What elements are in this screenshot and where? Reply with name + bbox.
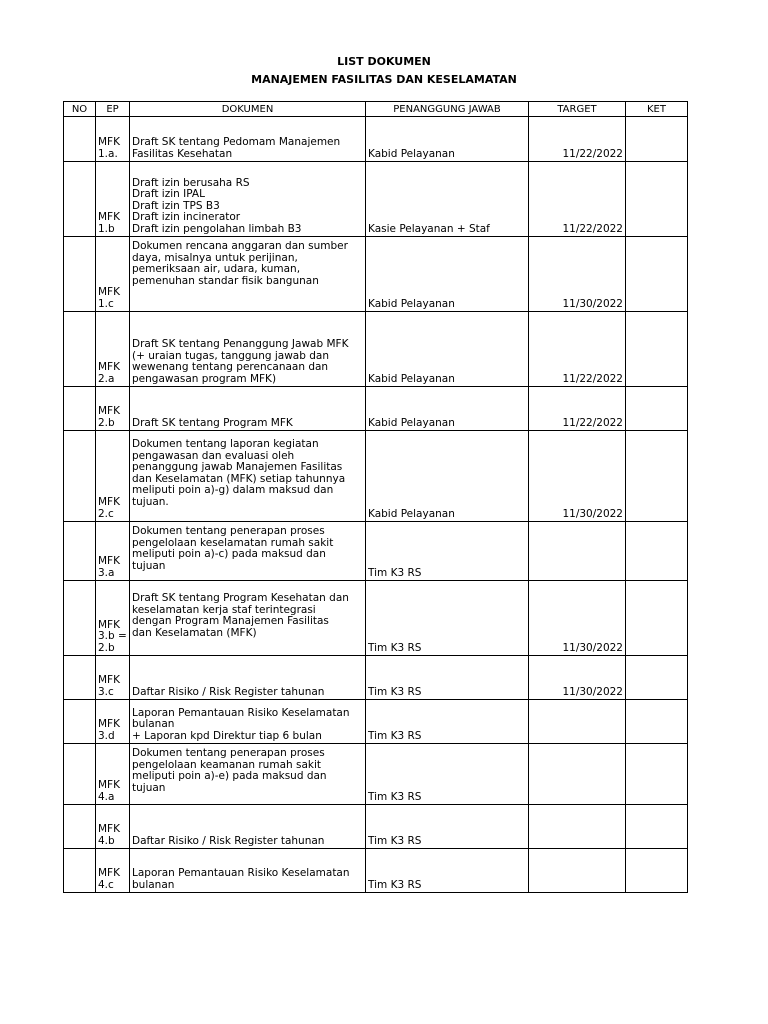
cell-dokumen: [130, 431, 366, 522]
dokumen-line: Draft SK tentang Program Kesehatan dan: [132, 592, 349, 604]
dokumen-line: Dokumen tentang penerapan proses: [132, 525, 325, 537]
header-target: TARGET: [529, 102, 626, 117]
cell-ket: [626, 656, 688, 700]
table-row: [64, 805, 688, 849]
cell-ket: [626, 581, 688, 656]
ep-line: MFK: [98, 555, 120, 567]
cell-penanggung-jawab: Tim K3 RS: [366, 700, 529, 744]
ep-line: 4.a: [98, 790, 115, 803]
cell-no: [64, 744, 96, 805]
cell-penanggung-jawab: Tim K3 RS: [366, 581, 529, 656]
dokumen-line: daya, misalnya untuk perijinan,: [132, 251, 298, 264]
cell-target: 11/30/2022: [529, 656, 626, 700]
header-penanggung-jawab: PENANGGUNG JAWAB: [366, 102, 529, 117]
dokumen-line: Fasilitas Kesehatan: [132, 147, 233, 160]
dokumen-line: pengawasan program MFK): [132, 372, 277, 385]
dokumen-line: pemeriksaan air, udara, kuman,: [132, 263, 301, 275]
cell-penanggung-jawab: Tim K3 RS: [366, 744, 529, 805]
cell-penanggung-jawab: Kasie Pelayanan + Staf: [366, 162, 529, 237]
ep-line: 4.b: [98, 834, 115, 847]
cell-penanggung-jawab: Tim K3 RS: [366, 849, 529, 893]
ep-line: MFK: [98, 867, 120, 879]
table-row: [64, 744, 688, 805]
ep-line: 1.c: [98, 297, 114, 310]
cell-target: [529, 849, 626, 893]
cell-dokumen: [130, 656, 366, 700]
ep-line: MFK: [98, 136, 120, 148]
dokumen-line: pemenuhan standar fisik bangunan: [132, 274, 319, 287]
cell-target: 11/22/2022: [529, 312, 626, 387]
header-no: NO: [64, 102, 96, 117]
cell-ep: [96, 522, 130, 581]
dokumen-line: pengelolaan keamanan rumah sakit: [132, 758, 322, 771]
ep-line: 1.a.: [98, 147, 118, 160]
dokumen-line: Draft izin berusaha RS: [132, 176, 250, 189]
table-header-row: [64, 102, 688, 117]
document-list-table: [63, 101, 688, 893]
ep-line: 2.c: [98, 507, 114, 520]
cell-ep: [96, 656, 130, 700]
table-row: [64, 117, 688, 162]
ep-line: MFK: [98, 211, 120, 223]
cell-dokumen: [130, 117, 366, 162]
cell-penanggung-jawab: Kabid Pelayanan: [366, 431, 529, 522]
cell-ep: [96, 849, 130, 893]
table-row: [64, 849, 688, 893]
cell-penanggung-jawab: Tim K3 RS: [366, 522, 529, 581]
cell-no: [64, 312, 96, 387]
cell-ket: [626, 162, 688, 237]
dokumen-line: Dokumen rencana anggaran dan sumber: [132, 240, 348, 252]
cell-ep: [96, 700, 130, 744]
dokumen-line: dengan Program Manajemen Fasilitas: [132, 615, 329, 627]
header-ket: KET: [626, 102, 688, 117]
cell-dokumen: [130, 805, 366, 849]
ep-line: 4.c: [98, 878, 114, 891]
cell-ep: [96, 581, 130, 656]
table-row: [64, 522, 688, 581]
cell-dokumen: [130, 522, 366, 581]
dokumen-line: pengelolaan keselamatan rumah sakit: [132, 536, 334, 549]
cell-dokumen: [130, 700, 366, 744]
cell-target: 11/30/2022: [529, 581, 626, 656]
ep-line: 2.b: [98, 416, 115, 429]
cell-ket: [626, 700, 688, 744]
dokumen-line: tujuan.: [132, 495, 169, 508]
dokumen-line: bulanan: [132, 878, 175, 891]
cell-dokumen: [130, 237, 366, 312]
dokumen-line: dan Keselamatan (MFK) setiap tahunnya: [132, 472, 346, 485]
dokumen-line: tujuan: [132, 781, 166, 794]
header-dokumen: DOKUMEN: [130, 102, 366, 117]
dokumen-line: Draft izin pengolahan limbah B3: [132, 222, 302, 235]
cell-penanggung-jawab: Tim K3 RS: [366, 656, 529, 700]
ep-line: 3.c: [98, 685, 114, 698]
dokumen-line: meliputi poin a)-c) pada maksud dan: [132, 548, 326, 560]
cell-penanggung-jawab: Kabid Pelayanan: [366, 387, 529, 431]
cell-ep: [96, 237, 130, 312]
dokumen-line: + Laporan kpd Direktur tiap 6 bulan: [132, 729, 322, 742]
dokumen-line: bulanan: [132, 718, 175, 730]
ep-line: MFK: [98, 718, 120, 730]
dokumen-line: pengawasan dan evaluasi oleh: [132, 449, 295, 462]
cell-ket: [626, 744, 688, 805]
cell-penanggung-jawab: Kabid Pelayanan: [366, 237, 529, 312]
cell-no: [64, 431, 96, 522]
dokumen-line: Draft izin TPS B3: [132, 199, 220, 212]
dokumen-line: Daftar Risiko / Risk Register tahunan: [132, 685, 325, 698]
header-ep: EP: [96, 102, 130, 117]
cell-penanggung-jawab: Tim K3 RS: [366, 805, 529, 849]
dokumen-line: Daftar Risiko / Risk Register tahunan: [132, 834, 325, 847]
ep-line: MFK: [98, 674, 120, 686]
dokumen-line: penanggung jawab Manajemen Fasilitas: [132, 461, 343, 473]
dokumen-line: tujuan: [132, 559, 166, 572]
cell-ket: [626, 431, 688, 522]
table-row: [64, 431, 688, 522]
ep-line: 2.a: [98, 372, 115, 385]
cell-target: [529, 805, 626, 849]
dokumen-line: Laporan Pemantauan Risiko Keselamatan: [132, 706, 350, 719]
cell-penanggung-jawab: Kabid Pelayanan: [366, 117, 529, 162]
dokumen-line: meliputi poin a)-g) dalam maksud dan: [132, 484, 334, 496]
cell-ket: [626, 117, 688, 162]
dokumen-line: Draft izin incinerator: [132, 211, 241, 223]
table-row: [64, 312, 688, 387]
cell-no: [64, 162, 96, 237]
cell-ket: [626, 312, 688, 387]
cell-target: [529, 522, 626, 581]
cell-ket: [626, 805, 688, 849]
cell-target: 11/22/2022: [529, 162, 626, 237]
cell-target: 11/30/2022: [529, 431, 626, 522]
cell-ep: [96, 431, 130, 522]
cell-dokumen: [130, 162, 366, 237]
table-row: [64, 387, 688, 431]
ep-line: 1.b: [98, 222, 115, 235]
cell-dokumen: [130, 312, 366, 387]
cell-no: [64, 117, 96, 162]
dokumen-line: (+ uraian tugas, tanggung jawab dan: [132, 349, 329, 362]
cell-ep: [96, 387, 130, 431]
dokumen-line: dan Keselamatan (MFK): [132, 626, 257, 639]
document-header: [0, 54, 768, 88]
cell-dokumen: [130, 581, 366, 656]
ep-line: MFK: [98, 618, 120, 631]
document-title: LIST DOKUMEN: [337, 55, 431, 68]
dokumen-line: keselamatan kerja staf terintegrasi: [132, 603, 316, 616]
cell-target: 11/22/2022: [529, 117, 626, 162]
dokumen-line: Draft SK tentang Penanggung Jawab MFK: [132, 338, 349, 350]
cell-no: [64, 805, 96, 849]
cell-target: 11/30/2022: [529, 237, 626, 312]
dokumen-line: Dokumen tentang penerapan proses: [132, 747, 325, 759]
dokumen-line: Laporan Pemantauan Risiko Keselamatan: [132, 867, 350, 879]
ep-line: MFK: [98, 286, 120, 298]
table-row: [64, 237, 688, 312]
ep-line: MFK: [98, 496, 120, 508]
cell-dokumen: [130, 387, 366, 431]
cell-no: [64, 656, 96, 700]
cell-ep: [96, 117, 130, 162]
ep-line: 3.a: [98, 566, 115, 579]
ep-line: 3.b =: [98, 630, 127, 642]
dokumen-line: Draft SK tentang Pedomam Manajemen: [132, 136, 341, 148]
table-row: [64, 162, 688, 237]
ep-line: MFK: [98, 823, 120, 835]
dokumen-line: Draft SK tentang Program MFK: [132, 416, 293, 429]
table-row: [64, 656, 688, 700]
table-row: [64, 700, 688, 744]
cell-ket: [626, 849, 688, 893]
ep-line: 2.b: [98, 641, 115, 654]
dokumen-line: meliputi poin a)-e) pada maksud dan: [132, 770, 327, 782]
cell-no: [64, 387, 96, 431]
cell-dokumen: [130, 849, 366, 893]
cell-ep: [96, 744, 130, 805]
cell-penanggung-jawab: Kabid Pelayanan: [366, 312, 529, 387]
cell-ep: [96, 162, 130, 237]
cell-no: [64, 700, 96, 744]
dokumen-line: Draft izin IPAL: [132, 188, 205, 200]
dokumen-line: Dokumen tentang laporan kegiatan: [132, 438, 319, 450]
cell-target: [529, 744, 626, 805]
cell-ket: [626, 387, 688, 431]
cell-target: [529, 700, 626, 744]
cell-no: [64, 522, 96, 581]
cell-ket: [626, 522, 688, 581]
ep-line: MFK: [98, 361, 120, 373]
cell-no: [64, 849, 96, 893]
dokumen-line: wewenang tentang perencanaan dan: [132, 361, 329, 373]
cell-target: 11/22/2022: [529, 387, 626, 431]
cell-dokumen: [130, 744, 366, 805]
document-subtitle: MANAJEMEN FASILITAS DAN KESELAMATAN: [251, 73, 517, 86]
ep-line: 3.d: [98, 729, 115, 742]
cell-no: [64, 237, 96, 312]
cell-no: [64, 581, 96, 656]
ep-line: MFK: [98, 405, 120, 417]
cell-ep: [96, 312, 130, 387]
ep-line: MFK: [98, 779, 120, 791]
cell-ket: [626, 237, 688, 312]
table-row: [64, 581, 688, 656]
cell-ep: [96, 805, 130, 849]
